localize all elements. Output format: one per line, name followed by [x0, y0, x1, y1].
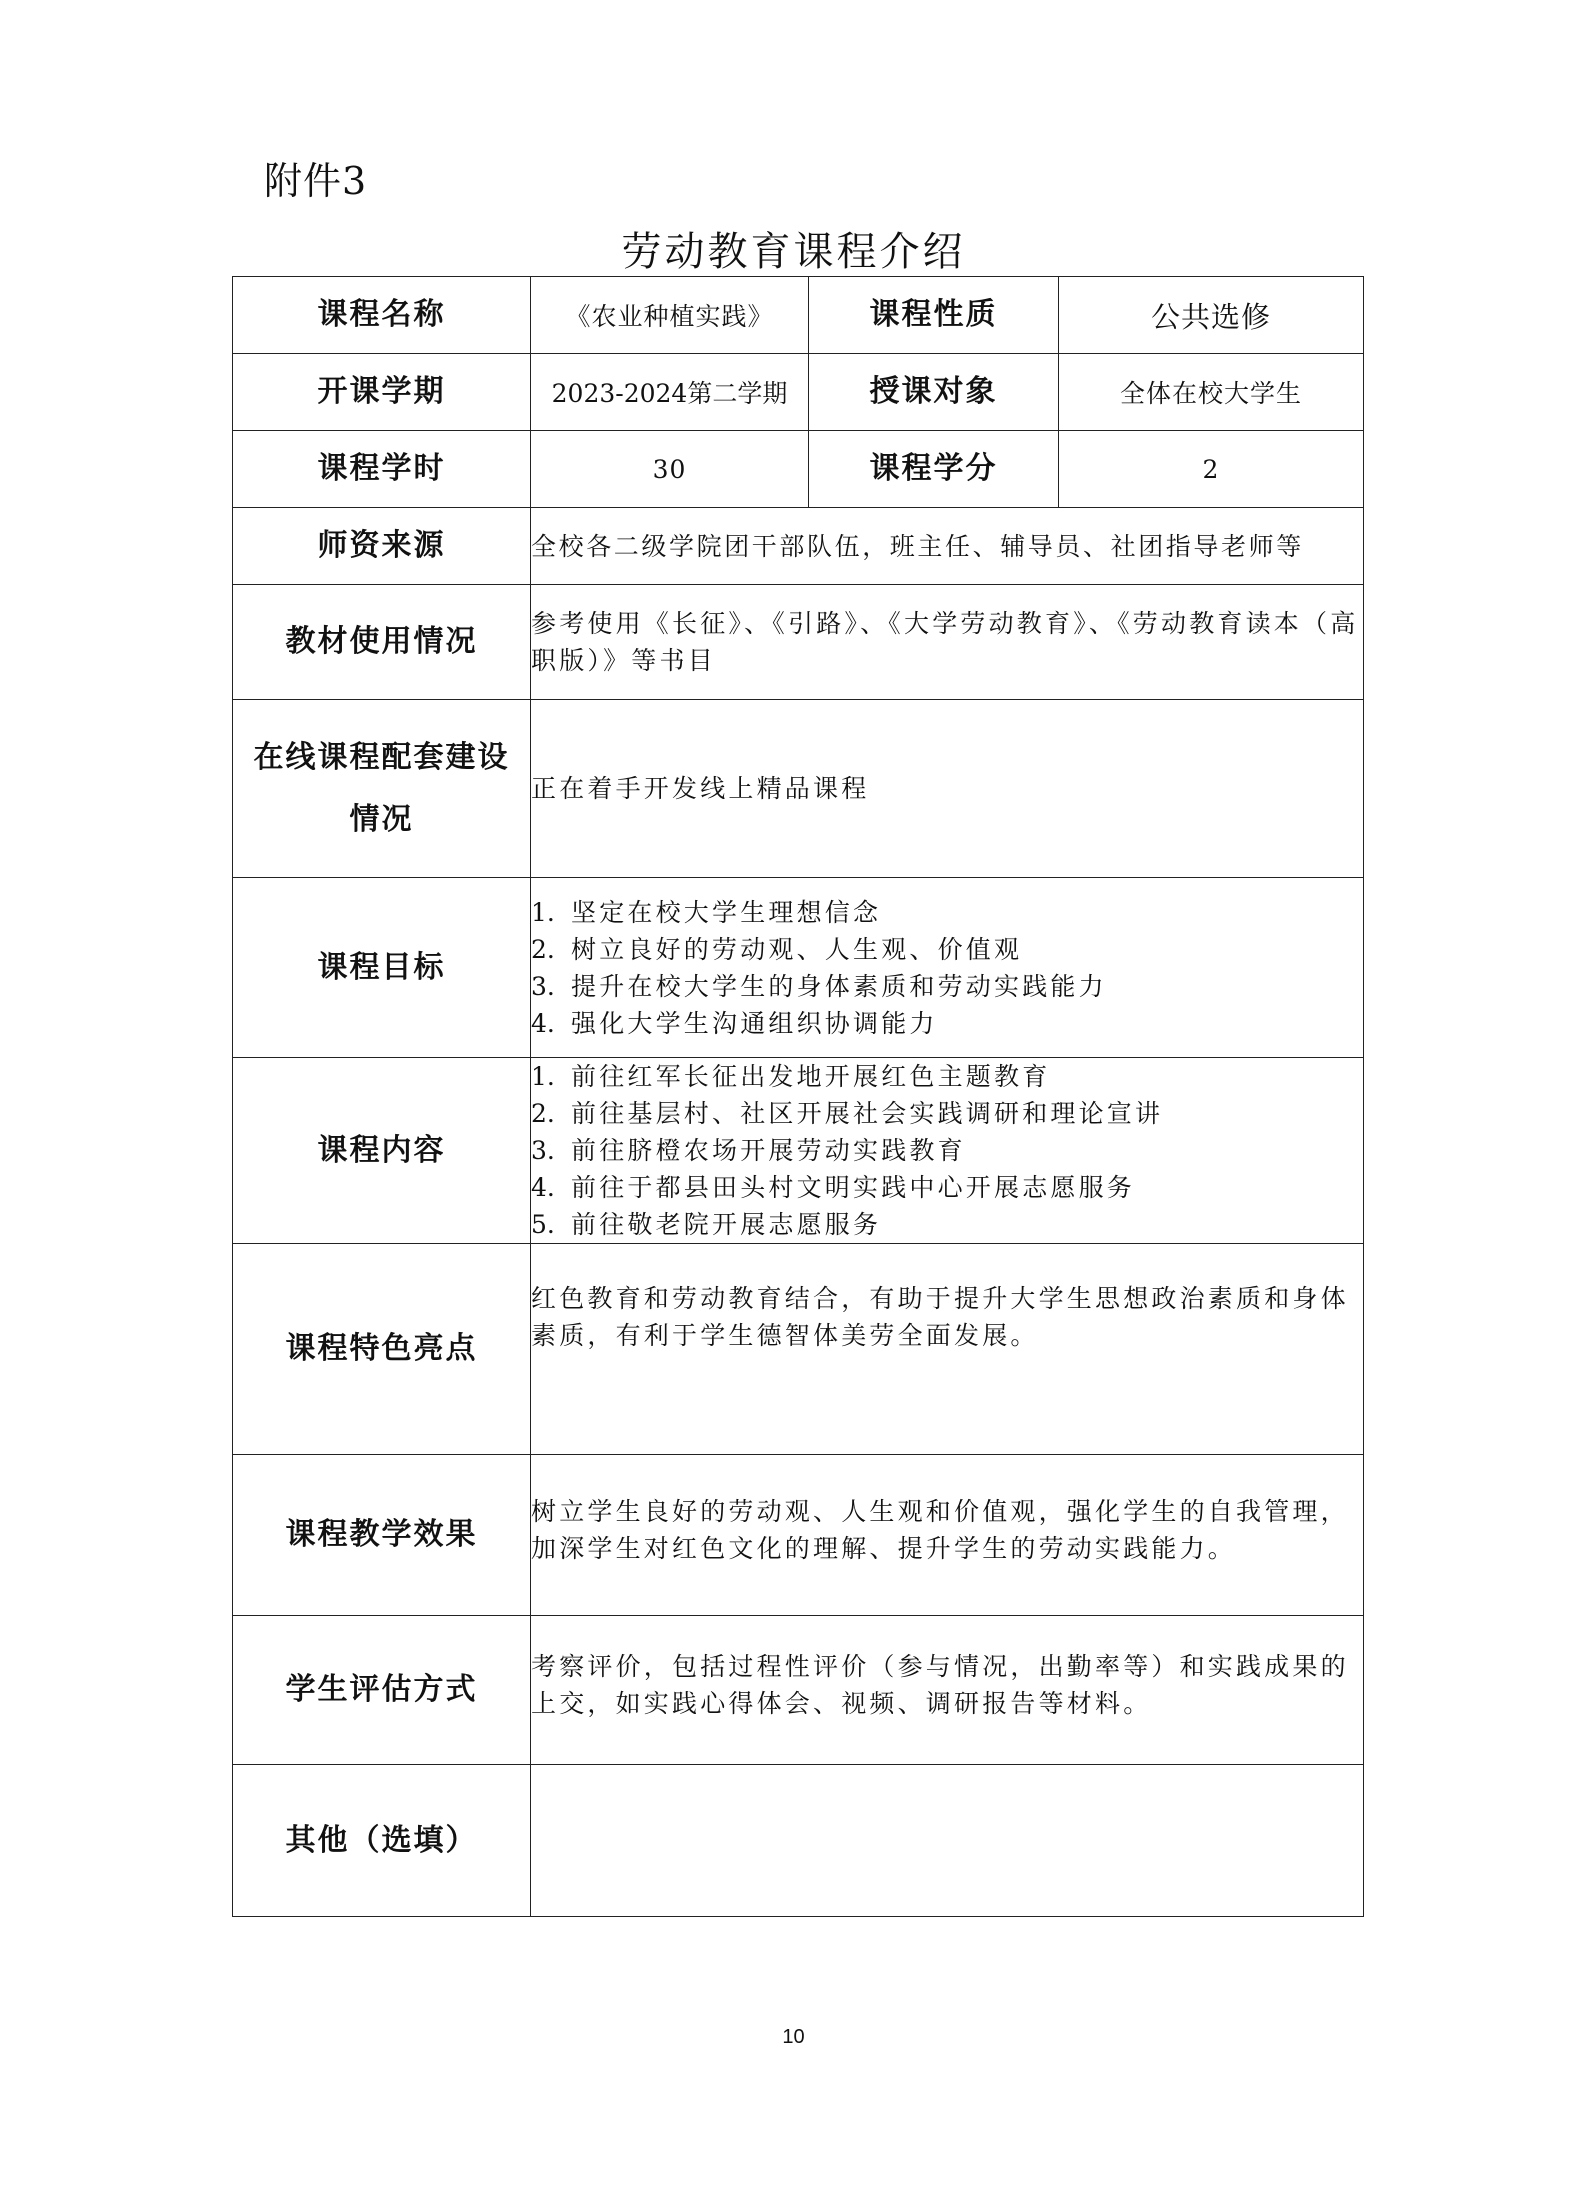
content-label: 课程内容: [233, 1058, 531, 1244]
online-label-line1: 在线课程配套建设: [253, 739, 510, 775]
other-label: 其他（选填）: [233, 1765, 531, 1917]
goals-list: [531, 878, 1364, 1058]
online-value: 正在着手开发线上精品课程: [531, 700, 1364, 878]
features-label: 课程特色亮点: [233, 1244, 531, 1455]
list-text: 强化大学生沟通组织协调能力: [571, 1008, 938, 1038]
audience-label: 授课对象: [809, 354, 1059, 431]
audience-value: 全体在校大学生: [1059, 354, 1364, 431]
semester-label: 开课学期: [233, 354, 531, 431]
faculty-label: 师资来源: [233, 508, 531, 585]
effect-label: 课程教学效果: [233, 1455, 531, 1616]
hours-value: 30: [531, 431, 809, 508]
course-nature-label: 课程性质: [809, 277, 1059, 354]
table-row: [233, 878, 1364, 1058]
hours-label: 课程学时: [233, 431, 531, 508]
list-text: 前往红军长征出发地开展红色主题教育: [571, 1062, 1051, 1091]
list-text: 前往于都县田头村文明实践中心开展志愿服务: [571, 1173, 1136, 1202]
list-text: 树立良好的劳动观、人生观、价值观: [571, 934, 1023, 964]
list-number: 4.: [531, 1008, 555, 1038]
list-item: [531, 894, 1363, 931]
list-item: [531, 1169, 1363, 1206]
attachment-label: 附件3: [264, 159, 368, 203]
features-value: 红色教育和劳动教育结合，有助于提升大学生思想政治素质和身体素质，有利于学生德智体美劳全面发展。: [531, 1244, 1364, 1455]
list-text: 前往脐橙农场开展劳动实践教育: [571, 1136, 966, 1165]
list-text: 前往基层村、社区开展社会实践调研和理论宣讲: [571, 1099, 1164, 1128]
list-item: [531, 931, 1363, 968]
course-table: [232, 276, 1364, 1917]
course-name-value: 《农业种植实践》: [531, 277, 809, 354]
table-row: [233, 277, 1364, 354]
list-item: [531, 1005, 1363, 1042]
list-text: 前往敬老院开展志愿服务: [571, 1210, 882, 1239]
credits-value: 2: [1059, 431, 1364, 508]
table-row: [233, 1765, 1364, 1917]
effect-value: 树立学生良好的劳动观、人生观和价值观，强化学生的自我管理，加深学生对红色文化的理解、提升学生的劳动实践能力。: [531, 1455, 1364, 1616]
table-row: [233, 1455, 1364, 1616]
list-number: 5.: [531, 1210, 555, 1239]
page-number: 10: [782, 2026, 805, 2048]
textbook-value: 参考使用《长征》、《引路》、《大学劳动教育》、《劳动教育读本（高职版）》等书目: [531, 585, 1364, 700]
list-number: 4.: [531, 1173, 555, 1202]
table-row: [233, 354, 1364, 431]
course-nature-value: 公共选修: [1059, 277, 1364, 354]
table-row: [233, 1244, 1364, 1455]
other-value: [531, 1765, 1364, 1917]
course-name-label: 课程名称: [233, 277, 531, 354]
semester-value: 2023-2024第二学期: [531, 354, 809, 431]
table-row: [233, 1616, 1364, 1765]
list-item: [531, 1132, 1363, 1169]
online-label-line2: 情况: [349, 801, 414, 837]
assessment-value: 考察评价，包括过程性评价（参与情况，出勤率等）和实践成果的上交，如实践心得体会、视频、调研报告等材料。: [531, 1616, 1364, 1765]
list-item: [531, 968, 1363, 1005]
credits-label: 课程学分: [809, 431, 1059, 508]
table-row: [233, 700, 1364, 878]
page-title: 劳动教育课程介绍: [621, 229, 966, 275]
list-item: [531, 1058, 1363, 1095]
table-row: [233, 431, 1364, 508]
table-row: [233, 1058, 1364, 1244]
textbook-label: 教材使用情况: [233, 585, 531, 700]
table-row: [233, 585, 1364, 700]
list-text: 提升在校大学生的身体素质和劳动实践能力: [571, 971, 1107, 1001]
list-number: 2.: [531, 1099, 555, 1128]
list-number: 3.: [531, 1136, 555, 1165]
list-number: 1.: [531, 1062, 555, 1091]
list-text: 坚定在校大学生理想信念: [571, 897, 882, 927]
list-number: 2.: [531, 934, 555, 964]
list-item: [531, 1206, 1363, 1243]
list-number: 1.: [531, 897, 555, 927]
list-number: 3.: [531, 971, 555, 1001]
assessment-label: 学生评估方式: [233, 1616, 531, 1765]
online-label: [233, 700, 531, 878]
goals-label: 课程目标: [233, 878, 531, 1058]
table-row: [233, 508, 1364, 585]
content-list: [531, 1058, 1364, 1244]
list-item: [531, 1095, 1363, 1132]
faculty-value: 全校各二级学院团干部队伍，班主任、辅导员、社团指导老师等: [531, 508, 1364, 585]
